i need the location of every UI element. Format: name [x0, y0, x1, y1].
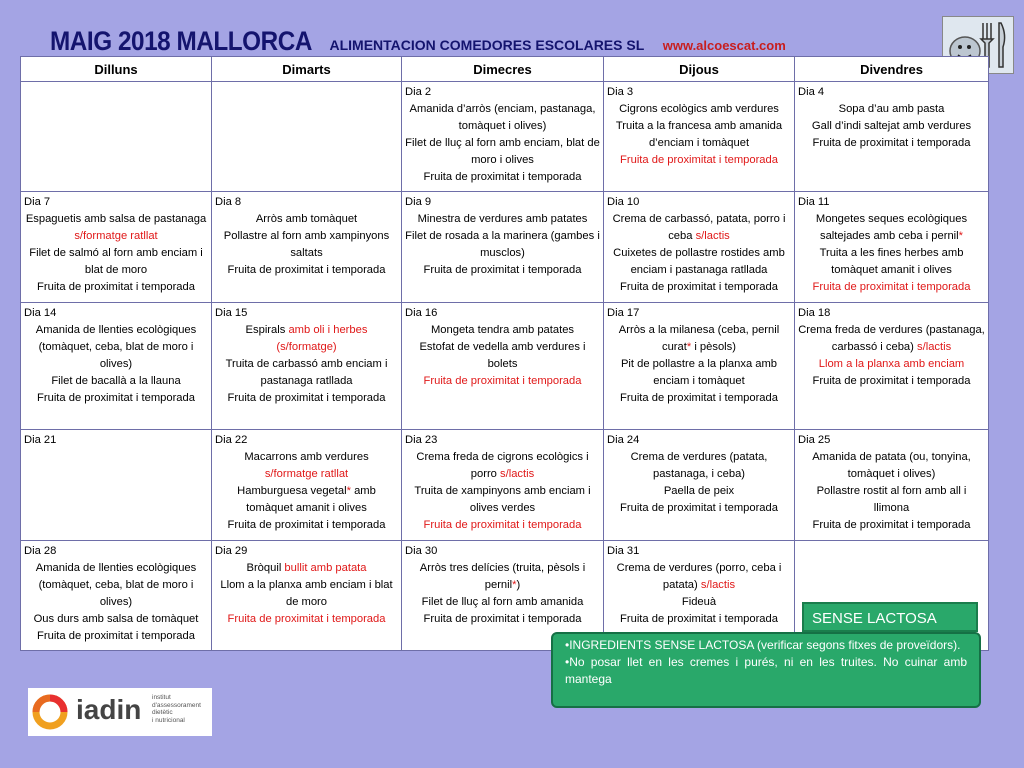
- dish-text: Paella de peix: [663, 485, 735, 497]
- dish-line: [215, 466, 398, 483]
- dish-text: amb tomàquet amanit i olives: [246, 485, 376, 514]
- dish-text: Hamburguesa vegetal: [237, 485, 347, 497]
- dish-text: Arròs a la milanesa (ceba, pernil curat: [618, 324, 780, 353]
- dish-line: [405, 169, 600, 186]
- dish-line: [405, 339, 600, 373]
- dish-text: Truita de xampinyons amb enciam i olives verdes: [414, 485, 591, 514]
- menu-day-cell: [21, 303, 212, 430]
- dish-line: [607, 245, 791, 279]
- dish-text: Fruita de proximitat i temporada: [620, 392, 778, 404]
- dish-text: Dia 24: [607, 434, 640, 446]
- dish-text: Fruita de proximitat i temporada: [620, 154, 778, 166]
- dish-line: [24, 390, 208, 407]
- menu-day-cell: [402, 430, 604, 541]
- menu-day-cell: [402, 303, 604, 430]
- dish-text: Cuixetes de pollastre rostides amb enciam i pastanaga ratllada: [613, 247, 785, 276]
- dish-text: Estofat de vedella amb verdures i bolets: [419, 341, 586, 370]
- dish-text: Arròs tres delícies (truita, pèsols i pernil: [419, 562, 586, 591]
- dish-text: Dia 23: [405, 434, 438, 446]
- dish-line: [798, 483, 985, 517]
- iadin-wordmark: iadin: [76, 694, 142, 725]
- dish-text: Dia 17: [607, 307, 640, 319]
- dish-text: Fruita de proximitat i temporada: [812, 281, 971, 293]
- menu-day-cell: [212, 430, 402, 541]
- day-number: [798, 84, 985, 101]
- dish-line: [798, 373, 985, 390]
- dish-text: Pit de pollastre a la planxa amb enciam i tomàquet: [620, 358, 778, 387]
- page-title-block: [50, 26, 786, 57]
- dish-line: [798, 101, 985, 118]
- day-number: [607, 543, 791, 560]
- dish-text: Fruita de proximitat i temporada: [227, 613, 386, 625]
- allergen-note: *: [686, 341, 692, 353]
- dish-text: Crema de carbassó, patata, porro i ceba: [612, 213, 786, 242]
- dish-text: s/formatge ratllat: [264, 468, 349, 480]
- dish-text: Dia 31: [607, 545, 640, 557]
- menu-day-cell: [21, 541, 212, 651]
- dish-text: Fruita de proximitat i temporada: [812, 137, 971, 149]
- dish-line: [607, 611, 791, 628]
- dish-text: Dia 21: [24, 434, 57, 446]
- dish-text: Crema freda de verdures (pastanaga, carbassó i ceba): [798, 324, 985, 353]
- allergen-note: s/lactis: [700, 579, 736, 591]
- day-number: [215, 194, 398, 211]
- allergen-note: s/formatge ratllat: [74, 230, 158, 242]
- dish-text: Fruita de proximitat i temporada: [423, 171, 582, 183]
- dish-line: [405, 262, 600, 279]
- dish-text: Bròquil: [246, 562, 285, 574]
- menu-day-cell: [604, 82, 795, 192]
- dish-line: [24, 245, 208, 279]
- dish-line: [24, 211, 208, 245]
- dish-text: Cigrons ecològics amb verdures: [619, 103, 779, 115]
- page-title: MAIG 2018 MALLORCA: [50, 26, 312, 56]
- dish-text: Dia 18: [798, 307, 831, 319]
- dish-text: Dia 2: [405, 86, 432, 98]
- dish-text: Dia 3: [607, 86, 634, 98]
- website-link[interactable]: www.alcoescat.com: [662, 38, 786, 53]
- dish-text: Dia 8: [215, 196, 242, 208]
- weekday-header: Dijous: [604, 57, 795, 82]
- dish-text: Dia 25: [798, 434, 831, 446]
- allergen-note: *: [512, 579, 517, 591]
- dish-text: Dia 28: [24, 545, 57, 557]
- weekday-header: Divendres: [795, 57, 989, 82]
- dish-text: Fruita de proximitat i temporada: [423, 375, 582, 387]
- dish-text: Mongetes seques ecològiques saltejades amb ceba i pernil: [815, 213, 968, 242]
- weekday-header: Dimarts: [212, 57, 402, 82]
- dish-line: [798, 356, 985, 373]
- dish-line: [607, 449, 791, 483]
- menu-day-cell: [21, 430, 212, 541]
- menu-week-row: [21, 430, 989, 541]
- menu-day-cell: [21, 192, 212, 303]
- dish-text: Fruita de proximitat i temporada: [620, 613, 778, 625]
- iadin-tagline-line: institut: [152, 694, 171, 701]
- menu-day-cell: [795, 82, 989, 192]
- day-number: [405, 543, 600, 560]
- dish-line: [405, 322, 600, 339]
- menu-day-cell: [212, 82, 402, 192]
- dish-line: [215, 356, 398, 390]
- iadin-tagline-line: i nutricional: [152, 716, 185, 724]
- dish-line: [405, 517, 600, 534]
- dish-text: Amanida d’arròs (enciam, pastanaga, tomàquet i olives): [409, 103, 596, 132]
- dish-text: Filet de salmó al forn amb enciam i blat de moro: [29, 247, 203, 276]
- menu-day-cell: [795, 430, 989, 541]
- dish-line: [798, 135, 985, 152]
- day-number: [607, 84, 791, 101]
- day-number: [798, 194, 985, 211]
- dish-text: Pollastre rostit al forn amb all i llimona: [816, 485, 967, 514]
- dish-text: Fruita de proximitat i temporada: [227, 392, 386, 404]
- dish-line: [607, 390, 791, 407]
- day-number: [798, 305, 985, 322]
- day-number: [24, 305, 208, 322]
- dish-line: [607, 594, 791, 611]
- dish-line: [24, 611, 208, 628]
- dish-text: Dia 22: [215, 434, 248, 446]
- menu-day-cell: [795, 303, 989, 430]
- weekday-header: Dilluns: [21, 57, 212, 82]
- dish-text: Amanida de patata (ou, tonyina, tomàquet i olives): [812, 451, 971, 480]
- dish-text: Dia 29: [215, 545, 248, 557]
- allergen-note: *: [346, 485, 351, 497]
- dish-line: [405, 449, 600, 483]
- menu-day-cell: [604, 192, 795, 303]
- dish-text: Filet de lluç al forn amb amanida: [421, 596, 584, 608]
- day-number: [405, 305, 600, 322]
- dish-text: Dia 16: [405, 307, 438, 319]
- dish-line: [798, 211, 985, 245]
- iadin-tagline: [152, 694, 201, 724]
- dish-text: Fruita de proximitat i temporada: [812, 375, 971, 387]
- dish-text: Arròs amb tomàquet: [255, 213, 358, 225]
- dish-line: [607, 560, 791, 594]
- dish-text: Crema de verdures (porro, ceba i patata): [616, 562, 782, 591]
- dish-line: [607, 152, 791, 169]
- lactose-free-label: SENSE LACTOSA: [802, 602, 978, 632]
- dish-text: Truita de carbassó amb enciam i pastanaga ratllada: [225, 358, 388, 387]
- day-number: [607, 194, 791, 211]
- dish-line: [215, 211, 398, 228]
- dish-text: Fruita de proximitat i temporada: [37, 392, 195, 404]
- day-number: [405, 194, 600, 211]
- lactose-note: •INGREDIENTS SENSE LACTOSA (verificar segons fitxes de proveïdors).: [565, 638, 961, 652]
- dish-line: [24, 322, 208, 373]
- dish-line: [215, 577, 398, 611]
- dish-text: Fruita de proximitat i temporada: [227, 264, 386, 276]
- dish-text: Dia 14: [24, 307, 57, 319]
- dish-text: Macarrons amb verdures: [244, 451, 369, 463]
- day-number: [798, 432, 985, 449]
- dish-text: Fruita de proximitat i temporada: [423, 264, 582, 276]
- dish-text: Fruita de proximitat i temporada: [423, 519, 582, 531]
- dish-text: Fruita de proximitat i temporada: [423, 613, 582, 625]
- dish-text: Dia 9: [405, 196, 432, 208]
- dish-line: [607, 279, 791, 296]
- dish-line: [405, 611, 600, 628]
- day-number: [607, 432, 791, 449]
- dish-line: [24, 560, 208, 611]
- dish-text: Ous durs amb salsa de tomàquet: [33, 613, 199, 625]
- iadin-tagline-line: d'assessorament: [152, 701, 201, 709]
- dish-line: [607, 500, 791, 517]
- dish-text: Dia 7: [24, 196, 51, 208]
- dish-text: Fruita de proximitat i temporada: [37, 630, 195, 642]
- dish-line: [405, 101, 600, 135]
- dish-text: Crema freda de cigrons ecològics i porro: [416, 451, 589, 480]
- dish-line: [798, 517, 985, 534]
- dish-text: Filet de bacallà a la llauna: [51, 375, 181, 387]
- menu-week-row: [21, 303, 989, 430]
- dish-text: Espirals: [245, 324, 289, 336]
- day-number: [215, 432, 398, 449]
- dish-text: Filet de rosada a la marinera (gambes i musclos): [405, 230, 600, 259]
- dish-text: Filet de lluç al forn amb enciam, blat de moro i olives: [405, 137, 600, 166]
- menu-day-cell: [604, 430, 795, 541]
- day-number: [607, 305, 791, 322]
- dish-line: [405, 373, 600, 390]
- dish-text: Fruita de proximitat i temporada: [812, 519, 971, 531]
- dish-text: Truita a les fines herbes amb tomàquet amanit i olives: [819, 247, 964, 276]
- dish-text: Fruita de proximitat i temporada: [620, 502, 778, 514]
- iadin-tagline-line: dietètic: [152, 709, 173, 716]
- dish-line: [405, 135, 600, 169]
- dish-text: Dia 10: [607, 196, 640, 208]
- dish-line: [215, 517, 398, 534]
- dish-line: [215, 449, 398, 466]
- dish-line: [215, 390, 398, 407]
- allergen-note: *: [958, 230, 964, 242]
- dish-text: Dia 11: [798, 196, 830, 208]
- allergen-note: bullit amb patata: [284, 562, 367, 574]
- allergen-note: amb oli i herbes (s/formatge): [276, 324, 368, 353]
- dish-text: Pollastre al forn amb xampinyons saltats: [223, 230, 390, 259]
- dish-line: [24, 373, 208, 390]
- weekday-header: Dimecres: [402, 57, 604, 82]
- dish-line: [215, 560, 398, 577]
- menu-day-cell: [212, 541, 402, 651]
- day-number: [215, 543, 398, 560]
- day-number: [405, 84, 600, 101]
- dish-text: Dia 15: [215, 307, 248, 319]
- dish-line: [798, 449, 985, 483]
- dish-line: [798, 322, 985, 356]
- dish-text: Dia 30: [405, 545, 438, 557]
- menu-day-cell: [212, 303, 402, 430]
- dish-line: [798, 245, 985, 279]
- dish-line: [215, 611, 398, 628]
- dish-line: [798, 279, 985, 296]
- dish-line: [607, 101, 791, 118]
- dish-text: Amanida de llenties ecològiques (tomàquet, ceba, blat de moro i olives): [35, 562, 197, 608]
- dish-line: [607, 322, 791, 356]
- day-number: [405, 432, 600, 449]
- dish-line: [405, 228, 600, 262]
- menu-day-cell: [402, 192, 604, 303]
- dish-text: Fruita de proximitat i temporada: [620, 281, 778, 293]
- dish-line: [215, 228, 398, 262]
- dish-text: Crema de verdures (patata, pastanaga, i ceba): [630, 451, 768, 480]
- dish-line: [405, 211, 600, 228]
- day-number: [24, 432, 208, 449]
- dish-text: Truita a la francesa amb amanida d’enciam i tomàquet: [615, 120, 783, 149]
- menu-day-cell: [795, 192, 989, 303]
- menu-table: [20, 56, 989, 651]
- dish-text: Espaguetis amb salsa de pastanaga: [25, 213, 207, 225]
- dish-text: Sopa d’au amb pasta: [838, 103, 945, 115]
- dish-line: [607, 118, 791, 152]
- menu-day-cell: [402, 82, 604, 192]
- dish-text: Mongeta tendra amb patates: [430, 324, 575, 336]
- dish-text: Minestra de verdures amb patates: [417, 213, 588, 225]
- dish-text: Gall d’indi saltejat amb verdures: [811, 120, 972, 132]
- dish-text: Llom a la planxa amb enciam: [818, 358, 965, 370]
- day-number: [24, 543, 208, 560]
- lactose-notes-box: [551, 632, 981, 708]
- dish-line: [24, 628, 208, 645]
- dish-line: [24, 279, 208, 296]
- iadin-logo: [28, 688, 212, 736]
- dish-text: Dia 4: [798, 86, 825, 98]
- dish-text: Fideuà: [681, 596, 717, 608]
- dish-line: [215, 262, 398, 279]
- dish-text: Fruita de proximitat i temporada: [37, 281, 195, 293]
- menu-week-row: [21, 192, 989, 303]
- dish-text: Llom a la planxa amb enciam i blat de moro: [220, 579, 393, 608]
- day-number: [215, 305, 398, 322]
- dish-line: [215, 322, 398, 356]
- dish-line: [405, 483, 600, 517]
- dish-text: ): [516, 579, 521, 591]
- menu-day-cell: [212, 192, 402, 303]
- weekday-header-row: [21, 57, 989, 82]
- menu-day-cell: [21, 82, 212, 192]
- dish-line: [607, 483, 791, 500]
- dish-line: [798, 118, 985, 135]
- dish-text: Fruita de proximitat i temporada: [227, 519, 386, 531]
- menu-week-row: [21, 82, 989, 192]
- iadin-ring-icon: [31, 693, 69, 731]
- day-number: [24, 194, 208, 211]
- dish-line: [405, 594, 600, 611]
- dish-line: [215, 483, 398, 517]
- lactose-note: •No posar llet en les cremes i purés, ni en les truites. No cuinar amb mantega: [565, 655, 967, 686]
- page-subtitle: ALIMENTACION COMEDORES ESCOLARES SL: [329, 37, 645, 53]
- dish-line: [607, 356, 791, 390]
- allergen-note: s/lactis: [695, 230, 730, 242]
- dish-line: [405, 560, 600, 594]
- dish-line: [607, 211, 791, 245]
- allergen-note: s/lactis: [500, 468, 535, 480]
- dish-text: i pèsols): [691, 341, 736, 353]
- menu-day-cell: [604, 303, 795, 430]
- allergen-note: s/lactis: [917, 341, 952, 353]
- dish-text: Amanida de llenties ecològiques (tomàquet, ceba, blat de moro i olives): [35, 324, 197, 370]
